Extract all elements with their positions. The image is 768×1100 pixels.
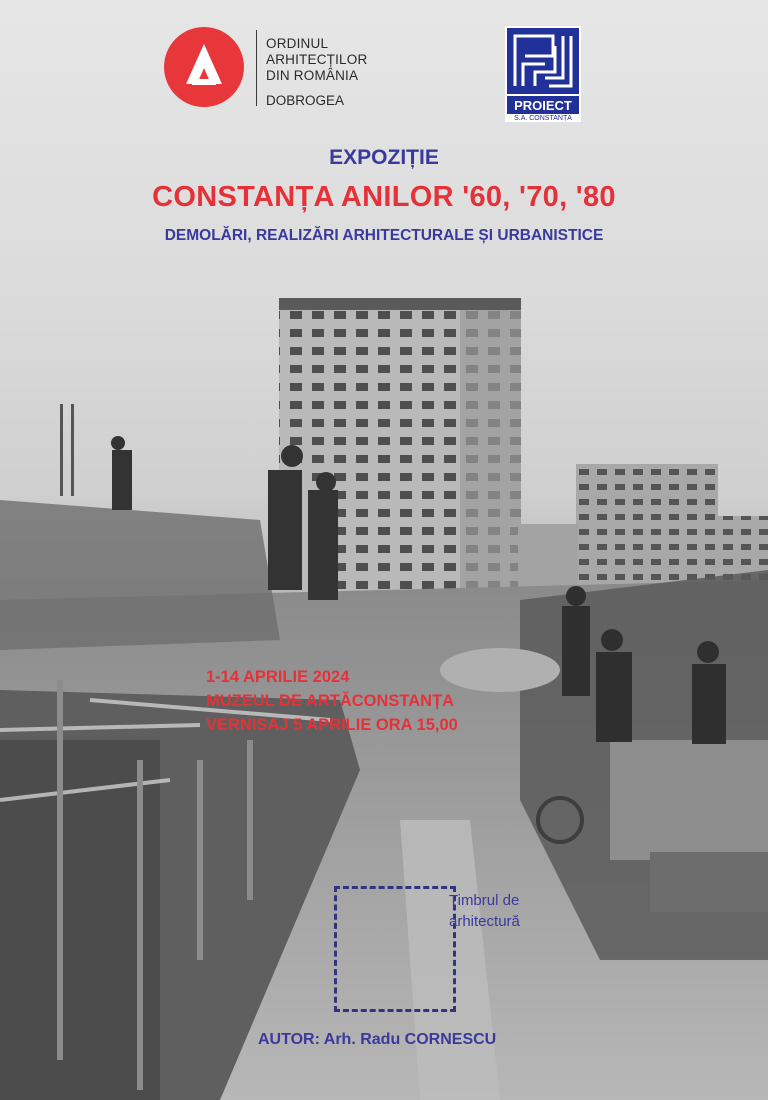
proiect-name: PROIECT — [514, 98, 572, 113]
stamp-label — [449, 890, 520, 932]
event-venue: MUZEUL DE ARTĂCONSTANȚA — [206, 692, 455, 710]
stamp-placeholder — [334, 886, 456, 1012]
event-info — [206, 665, 458, 737]
proiect-logo — [505, 26, 581, 122]
stamp-label-line-2: arhitectură — [449, 913, 520, 930]
proiect-subtitle: S.A. CONSTANȚA — [514, 115, 572, 122]
author-credit: AUTOR: Arh. Radu CORNESCU — [258, 1031, 497, 1048]
oar-a-monogram-icon — [164, 27, 244, 107]
exhibition-subtitle: DEMOLĂRI, REALIZĂRI ARHITECTURALE ȘI URBANISTICE — [164, 227, 604, 244]
oar-name — [266, 36, 367, 84]
oar-region: DOBROGEA — [266, 93, 345, 108]
oar-name-line-2: ARHITECȚILOR — [266, 52, 368, 67]
stamp-label-line-1: Timbrul de — [449, 892, 520, 909]
event-dates: 1-14 APRILIE 2024 — [206, 668, 350, 686]
proiect-maze-logo-icon — [505, 26, 581, 122]
event-vernissage: VERNISAJ 5 APRILIE ORA 15,00 — [206, 716, 458, 734]
oar-name-line-1: ORDINUL — [266, 36, 329, 51]
exhibition-kicker: EXPOZIȚIE — [329, 146, 439, 169]
oar-logo-icon — [164, 27, 244, 107]
oar-name-line-3: DIN ROMÂNIA — [266, 68, 359, 83]
exhibition-title: CONSTANȚA ANILOR '60, '70, '80 — [152, 181, 616, 213]
oar-divider — [256, 30, 257, 106]
